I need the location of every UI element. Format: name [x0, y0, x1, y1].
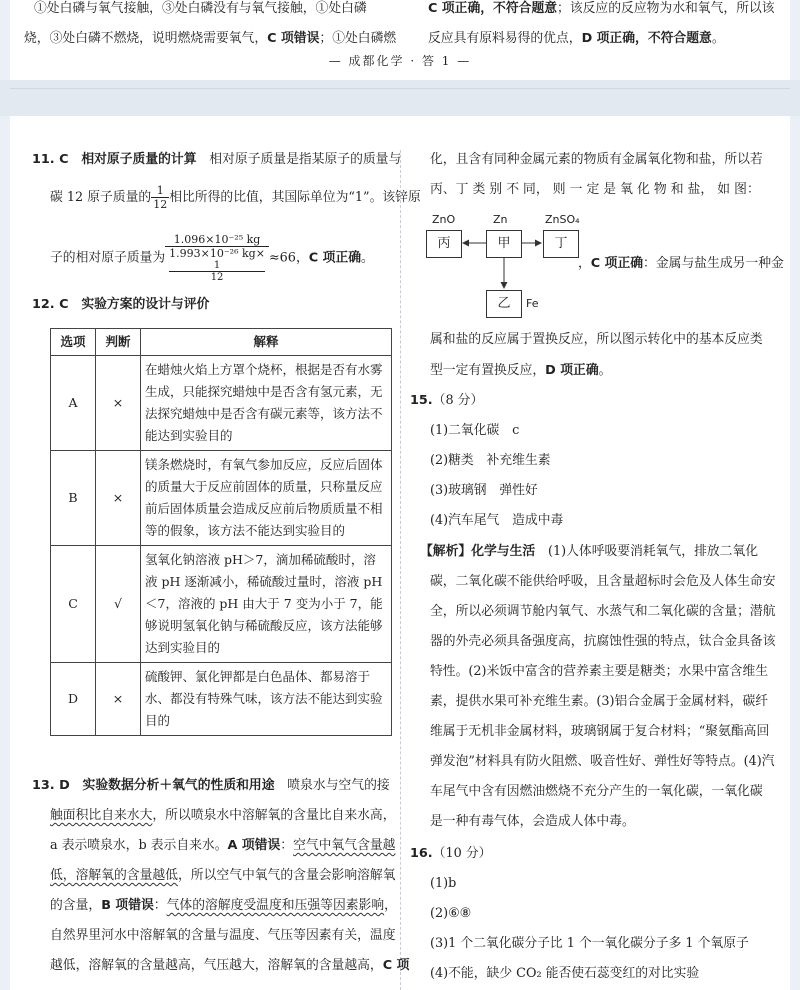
- label-zn: Zn: [493, 213, 508, 226]
- q16-answer-2: (2)⑥⑧: [430, 906, 472, 921]
- q14-line-3: ，C 项正确：金属与盐生成另一种金: [578, 256, 784, 271]
- q15-analysis-line-8: 弹发泡”材料具有防火阻燃、吸音性好、弹性好等特点。(4)汽: [430, 754, 775, 769]
- table-row: [51, 663, 392, 736]
- q13-line-5: 的含量，B 项错误：气体的溶解度受温度和压强等因素影响，: [50, 898, 397, 913]
- q13-line-4: 低，溶解氧的含量越低，所以空气中氧气的含量会影响溶解氧: [50, 868, 396, 883]
- q15-answer-2: (2)糖类 补充维生素: [430, 453, 551, 468]
- top-left-line-2: 烧，③处白磷不燃烧，说明燃烧需要氧气，C 项错误；①处白磷燃: [24, 31, 397, 46]
- q11-number: 11. C: [32, 152, 69, 167]
- q13-line-2: 触面积比自来水大，所以喷泉水中溶解氧的含量比自来水高，: [50, 808, 396, 823]
- box-bing: 丙: [426, 230, 462, 258]
- row-judge: ×: [96, 451, 141, 546]
- top-right-line-1: C 项正确，不符合题意；该反应的反应物为水和氧气，所以该: [428, 1, 775, 16]
- mass-ratio-fraction: 1.096×10⁻²⁵ kg 1.993×10⁻²⁶ kg× 1 12: [165, 233, 269, 283]
- q14-line-5: 型一定有置换反应，D 项正确。: [430, 363, 612, 378]
- q15-answer-1: (1)二氧化碳 c: [430, 423, 520, 438]
- header-option: 选项: [51, 329, 96, 356]
- q15-analysis-line-10: 是一种有毒气体，会造成人体中毒。: [430, 814, 635, 829]
- label-fe: Fe: [526, 297, 539, 310]
- row-explanation: 在蜡烛火焰上方罩个烧杯，根据是否有水雾生成，只能探究蜡烛中是否含有氢元素，无法探究蜡烛中是否含有碳元素等，该方法不能达到实验目的: [141, 356, 392, 451]
- header-judge: 判断: [96, 329, 141, 356]
- box-jia: 甲: [486, 230, 522, 258]
- page-footer: — 成都化学 · 答 1 —: [328, 54, 472, 68]
- q11-topic: 相对原子质量的计算: [81, 152, 197, 167]
- row-option: D: [51, 663, 96, 736]
- box-yi: 乙: [486, 290, 522, 318]
- table-row: [51, 451, 392, 546]
- q13-line-1: 13. D 实验数据分析＋氧气的性质和用途 喷泉水与空气的接: [32, 778, 390, 793]
- table-row: [51, 356, 392, 451]
- q11-line-1: 11. C 相对原子质量的计算 相对原子质量是指某原子的质量与: [32, 152, 402, 167]
- row-explanation: 镁条燃烧时，有氧气参加反应，反应后固体的质量大于反应前固体的质量，只称量反应前后固体质量会造成反应前后物质质量不相等的假象，该方法不能达到实验目的: [141, 451, 392, 546]
- label-zno: ZnO: [432, 213, 456, 226]
- row-judge: ×: [96, 356, 141, 451]
- q15-analysis-line-2: 碳，二氧化碳不能供给呼吸，且含量超标时会危及人体生命安: [430, 574, 776, 589]
- header-explanation: 解释: [141, 329, 392, 356]
- q13-line-6: 自然界里河水中溶解氧的含量与温度、气压等因素有关，温度: [50, 928, 396, 943]
- q15-analysis-line-1: 【解析】化学与生活 (1)人体呼吸要消耗氧气，排放二氧化: [420, 544, 759, 559]
- q16-heading: 16.（10 分）: [410, 846, 492, 861]
- diagram-arrows: [420, 225, 590, 325]
- top-right-line-2: 反应具有原料易得的优点，D 项正确，不符合题意。: [428, 31, 725, 46]
- q13-line-3: a 表示喷泉水，b 表示自来水。A 项错误：空气中氧气含量越: [50, 838, 396, 853]
- row-judge: ×: [96, 663, 141, 736]
- row-explanation: 硫酸钾、氯化钾都是白色晶体、都易溶于水、都没有特殊气味，该方法不能达到实验目的: [141, 663, 392, 736]
- q15-heading: 15.（8 分）: [410, 393, 484, 408]
- q16-answer-4: (4)不能，缺少 CO₂ 能否使石蕊变红的对比实验: [430, 966, 700, 981]
- q14-line-2: 丙、丁 类 别 不 同， 则 一 定 是 氧 化 物 和 盐， 如 图：: [430, 182, 760, 197]
- box-ding: 丁: [543, 230, 579, 258]
- q15-analysis-line-9: 车尾气中含有因燃油燃烧不充分产生的一氧化碳，一氧化碳: [430, 784, 763, 799]
- q16-answer-1: (1)b: [430, 876, 457, 891]
- q15-analysis-line-4: 器的外壳必须具备强度高，抗腐蚀性强的特点，钛合金具备该: [430, 634, 776, 649]
- q13-line-7: 越低，溶解氧的含量越高，气压越大，溶解氧的含量越高，C 项: [50, 958, 410, 973]
- q15-analysis-line-5: 特性。(2)米饭中富含的营养素主要是糖类；水果中富含维生: [430, 664, 769, 679]
- table-header-row: [51, 329, 392, 356]
- row-explanation: 氢氧化钠溶液 pH＞7，滴加稀硫酸时，溶液 pH 逐渐减小，稀硫酸过量时，溶液 pH＜7，溶液的 pH 由大于 7 变为小于 7，能够说明氢氧化钠与稀硫酸反应，该方法能够达到实验目的: [141, 546, 392, 663]
- q15-analysis-line-6: 素，提供水果可补充维生素。(3)铝合金属于金属材料，碳纤: [430, 694, 769, 709]
- label-znso4: ZnSO₄: [545, 213, 580, 226]
- q15-analysis-line-3: 全，所以必须调节舱内氧气、水蒸气和二氧化碳的含量；潜航: [430, 604, 776, 619]
- top-left-line-1: ①处白磷与氧气接触，③处白磷没有与氧气接触，①处白磷: [34, 1, 367, 16]
- row-option: B: [51, 451, 96, 546]
- row-judge: √: [96, 546, 141, 663]
- q14-line-1: 化，且含有同种金属元素的物质有金属氧化物和盐，所以若: [430, 152, 763, 167]
- column-divider: [400, 150, 401, 990]
- q12-heading: 12. C 实验方案的设计与评价: [32, 297, 210, 312]
- previous-page-fragment: [10, 0, 790, 80]
- q12-evaluation-table: [50, 328, 392, 736]
- page-gap: [0, 80, 800, 116]
- q15-analysis-line-7: 维属于无机非金属材料，玻璃钢属于复合材料；“聚氨酯高回: [430, 724, 770, 739]
- q16-answer-3: (3)1 个二氧化碳分子比 1 个一氧化碳分子多 1 个氧原子: [430, 936, 749, 951]
- q15-answer-3: (3)玻璃钢 弹性好: [430, 483, 538, 498]
- q11-line-2: 碳 12 原子质量的 $\frac{1}{12}$ 相比所得的比值，其国际单位为“1”。该锌原: [50, 184, 421, 211]
- row-option: A: [51, 356, 96, 451]
- table-row: [51, 546, 392, 663]
- row-option: C: [51, 546, 96, 663]
- q11-line-3: 子的相对原子质量为 1.096×10⁻²⁵ kg 1.993×10⁻²⁶ kg× 1 12 ≈66，C 项正确。: [50, 233, 374, 283]
- q15-answer-4: (4)汽车尾气 造成中毒: [430, 513, 564, 528]
- q14-line-4: 属和盐的反应属于置换反应，所以图示转化中的基本反应类: [430, 332, 763, 347]
- fraction-1-12: $\frac{1}{12}$: [153, 184, 168, 211]
